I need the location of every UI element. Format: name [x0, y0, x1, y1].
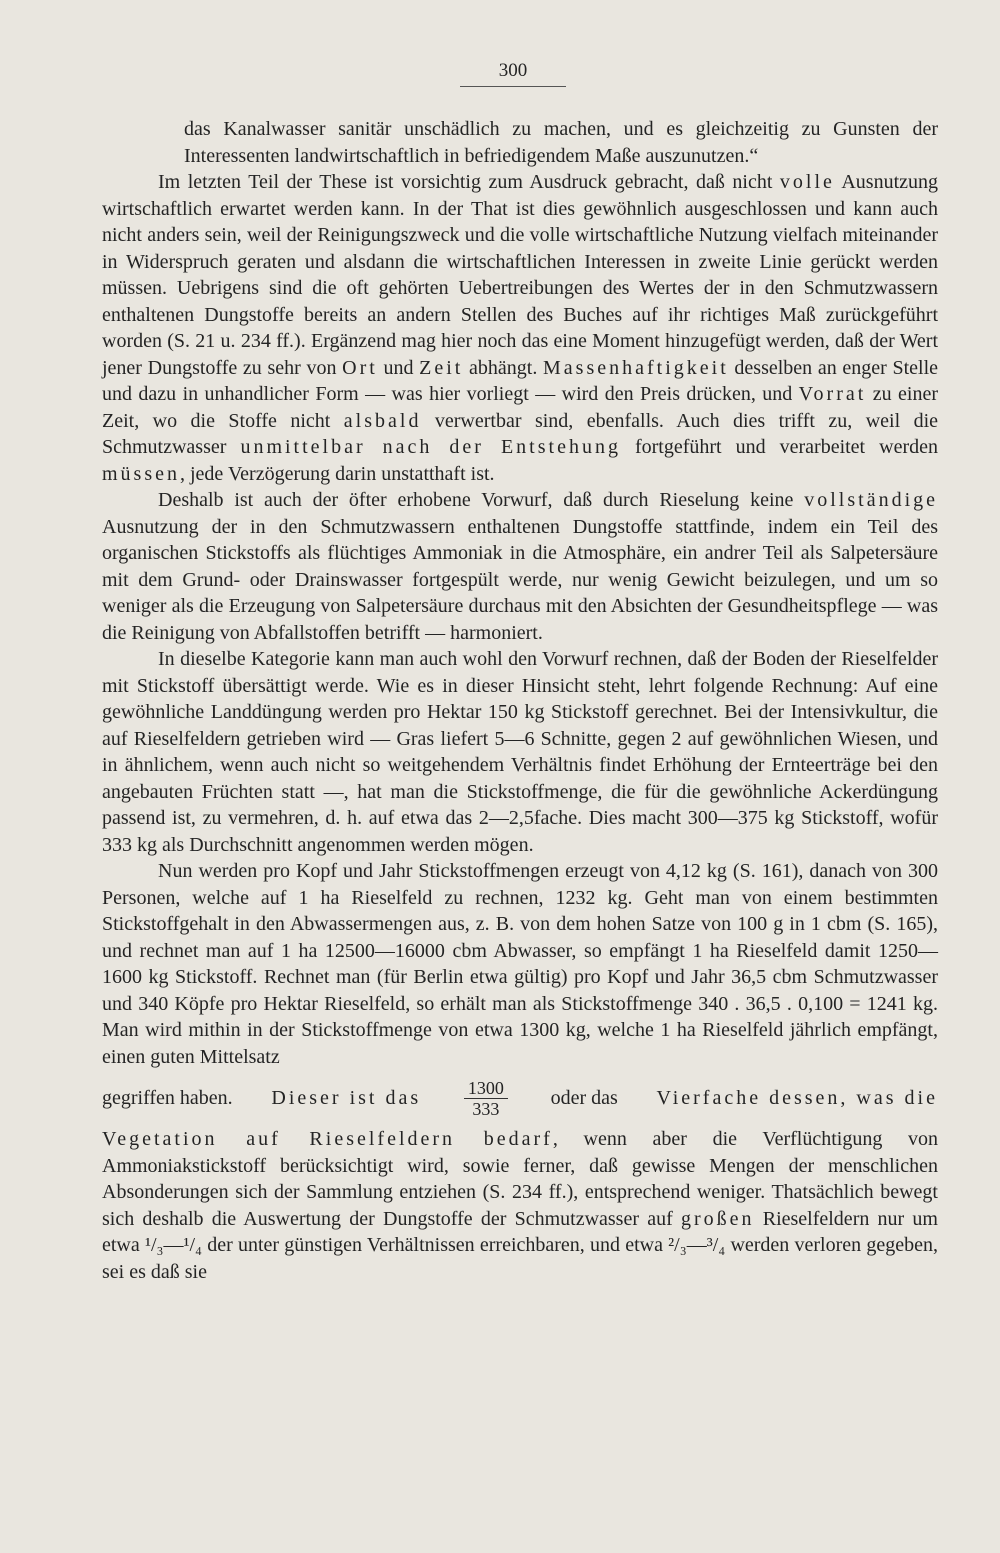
- spaced-emphasis: Vierfache dessen, was die: [656, 1086, 938, 1109]
- text-run: Deshalb ist auch der öfter erhobene Vorwurf, daß durch Rieselung keine: [158, 489, 805, 511]
- spaced-emphasis: alsbald: [343, 409, 422, 432]
- body-text: [102, 116, 938, 1285]
- spaced-emphasis: unmittelbar nach der Entstehung: [240, 436, 621, 458]
- page-number: 300: [498, 60, 528, 81]
- text-run: , wenn aber die Verflüchtigung von Ammoniakstickstoff berücksichtigt wird, sowie ferner, daß gewisse Mengen der menschlichen Absonderungen sich der Sammlung entziehen (S. 234 ff.), entsprechend weniger. Thatsächlich bewegt sich deshalb die Auswertung der Dungstoffe der Schmutzwasser auf: [102, 1128, 938, 1230]
- text-run: und: [377, 356, 420, 379]
- spaced-emphasis: vollständige: [804, 489, 938, 511]
- header-rule: [460, 86, 566, 87]
- text-run: gegriffen haben.: [102, 1086, 233, 1109]
- text-run: zu einer Zeit, wo die Stoffe nicht: [102, 383, 938, 432]
- text-run: verwertbar sind, ebenfalls. Auch dies trifft zu, weil die Schmutzwasser: [102, 409, 939, 458]
- spaced-emphasis: volle: [779, 171, 835, 193]
- spaced-emphasis: Vegetation auf Rieselfeldern bedarf: [102, 1128, 553, 1150]
- spaced-emphasis: großen: [680, 1207, 755, 1230]
- paragraph-continuation: das Kanalwasser sanitär unschädlich zu machen, und es gleichzeitig zu Gunsten der Interessenten landwirtschaftlich in befriedigendem Maße auszunutzen.“: [184, 118, 938, 167]
- text-run: desselben an enger Stelle und dazu in unhandlicher Form — was hier vorliegt — wird den Preis drücken, und: [102, 356, 939, 405]
- paragraph-thesis: [102, 169, 938, 487]
- spaced-emphasis: Zeit: [419, 356, 464, 379]
- fraction-denominator: 333: [472, 1098, 500, 1119]
- spaced-emphasis: Massenhaftigkeit: [543, 356, 729, 379]
- text-run: , jede Verzögerung darin unstatthaft ist.: [180, 462, 495, 485]
- spaced-emphasis: Dieser ist das: [271, 1086, 422, 1109]
- paragraph-nitrogen: In dieselbe Kategorie kann man auch wohl den Vorwurf rechnen, daß der Boden der Rieselfelder mit Stickstoff übersättigt werde. Wie es in dieser Hinsicht steht, lehrt folgende Rechnung: Auf eine gewöhnliche Landdüngung werden pro Hektar 150 kg Stickstoff gerechnet. Bei der Intensivkultur, die auf Rieselfeldern getrieben wird — Gras liefert 5—6 Schnitte, gegen 2 auf gewöhnlichen Wiesen, und in ähnlichem, wenn auch nicht so weitgehendem Verhältnis findet Erhöhung der Ernteerträge bei den angebauten Früchten statt —, hat man die Stickstoffmenge, die für die gewöhnliche Ackerdüngung passend ist, zu vermehren, d. h. auf etwa das 2—2,5fache. Dies macht 300—375 kg Stickstoff, wofür 333 kg als Durchschnitt angenommen werden mögen.: [102, 648, 938, 856]
- text-run: abhängt.: [463, 356, 544, 379]
- paragraph-calculation: Nun werden pro Kopf und Jahr Stickstoffmengen erzeugt von 4,12 kg (S. 161), danach von 300 Personen, welche auf 1 ha Rieselfeld zu rechnen, 1232 kg. Geht man von einem bestimmten Stickstoffgehalt in den Abwassermengen aus, z. B. von dem hohen Satze von 100 g in 1 cbm (S. 165), und rechnet man auf 1 ha 12500—16000 cbm Abwasser, so empfängt 1 ha Rieselfeld damit 1250—1600 kg Stickstoff. Rechnet man (für Berlin etwa gültig) pro Kopf und Jahr 36,5 cbm Schmutzwasser und 340 Köpfe pro Hektar Rieselfeld, so erhält man als Stickstoffmenge 340 . 36,5 . 0,100 = 1241 kg. Man wird mithin in der Stickstoffmenge von etwa 1300 kg, welche 1 ha Rieselfeld jährlich empfängt, einen guten Mittelsatz: [102, 860, 938, 1068]
- fraction: [464, 1078, 508, 1119]
- text-run: Rieselfeldern nur um etwa ¹/₃—¹/₄ der unter günstigen Verhältnissen erreichbaren, und etwa ²/₃—³/₄ werden verloren gegeben, sei es daß sie: [102, 1207, 938, 1283]
- text-run: Ausnutzung der in den Schmutzwassern enthaltenen Dungstoffe stattfinde, indem ein Teil des organischen Stickstoffs als flüchtiges Ammoniak in die Atmosphäre, ein andrer Teil als Salpetersäure mit dem Grund- oder Drainswasser fortgespült werde, nur wenig Gewicht beizulegen, und um so weniger als die Erzeugung von Salpetersäure durchaus mit den Absichten der Gesundheitspflege — was die Reinigung von Abfallstoffen betrifft — harmoniert.: [102, 515, 938, 644]
- spaced-emphasis: müssen: [102, 462, 180, 485]
- spaced-emphasis: Vorrat: [798, 383, 867, 405]
- spaced-emphasis: Ort: [342, 356, 378, 379]
- fraction-numerator: 1300: [467, 1077, 504, 1098]
- text-run: oder das: [550, 1086, 618, 1109]
- fraction-line: [102, 1070, 938, 1126]
- text-run: fortgeführt und verarbeitet werden: [620, 436, 938, 458]
- paragraph-conclusion: [102, 1126, 938, 1285]
- text-run: Im letzten Teil der These ist vorsichtig zum Ausdruck gebracht, daß nicht: [158, 171, 780, 193]
- paragraph-reproach: [102, 487, 938, 646]
- text-run: Ausnutzung wirtschaftlich erwartet werden kann. In der That ist dies gewöhnlich ausgeschlossen und kann auch nicht anders sein, weil der Reinigungszweck und die volle wirtschaftliche Nutzung vielfach miteinander in Widerspruch geraten und alsdann die wirtschaftlichen Interessen in zweite Linie gerückt werden müssen. Uebrigens sind die oft gehörten Uebertreibungen des Wertes der in den Schmutzwassern enthaltenen Dungstoffe bereits an andern Stellen des Buches auf ihr richtiges Maß zurückgeführt worden (S. 21 u. 234 ff.). Ergänzend mag hier noch das eine Moment hinzugefügt werden, daß der Wert jener Dungstoffe zu sehr von: [102, 171, 939, 379]
